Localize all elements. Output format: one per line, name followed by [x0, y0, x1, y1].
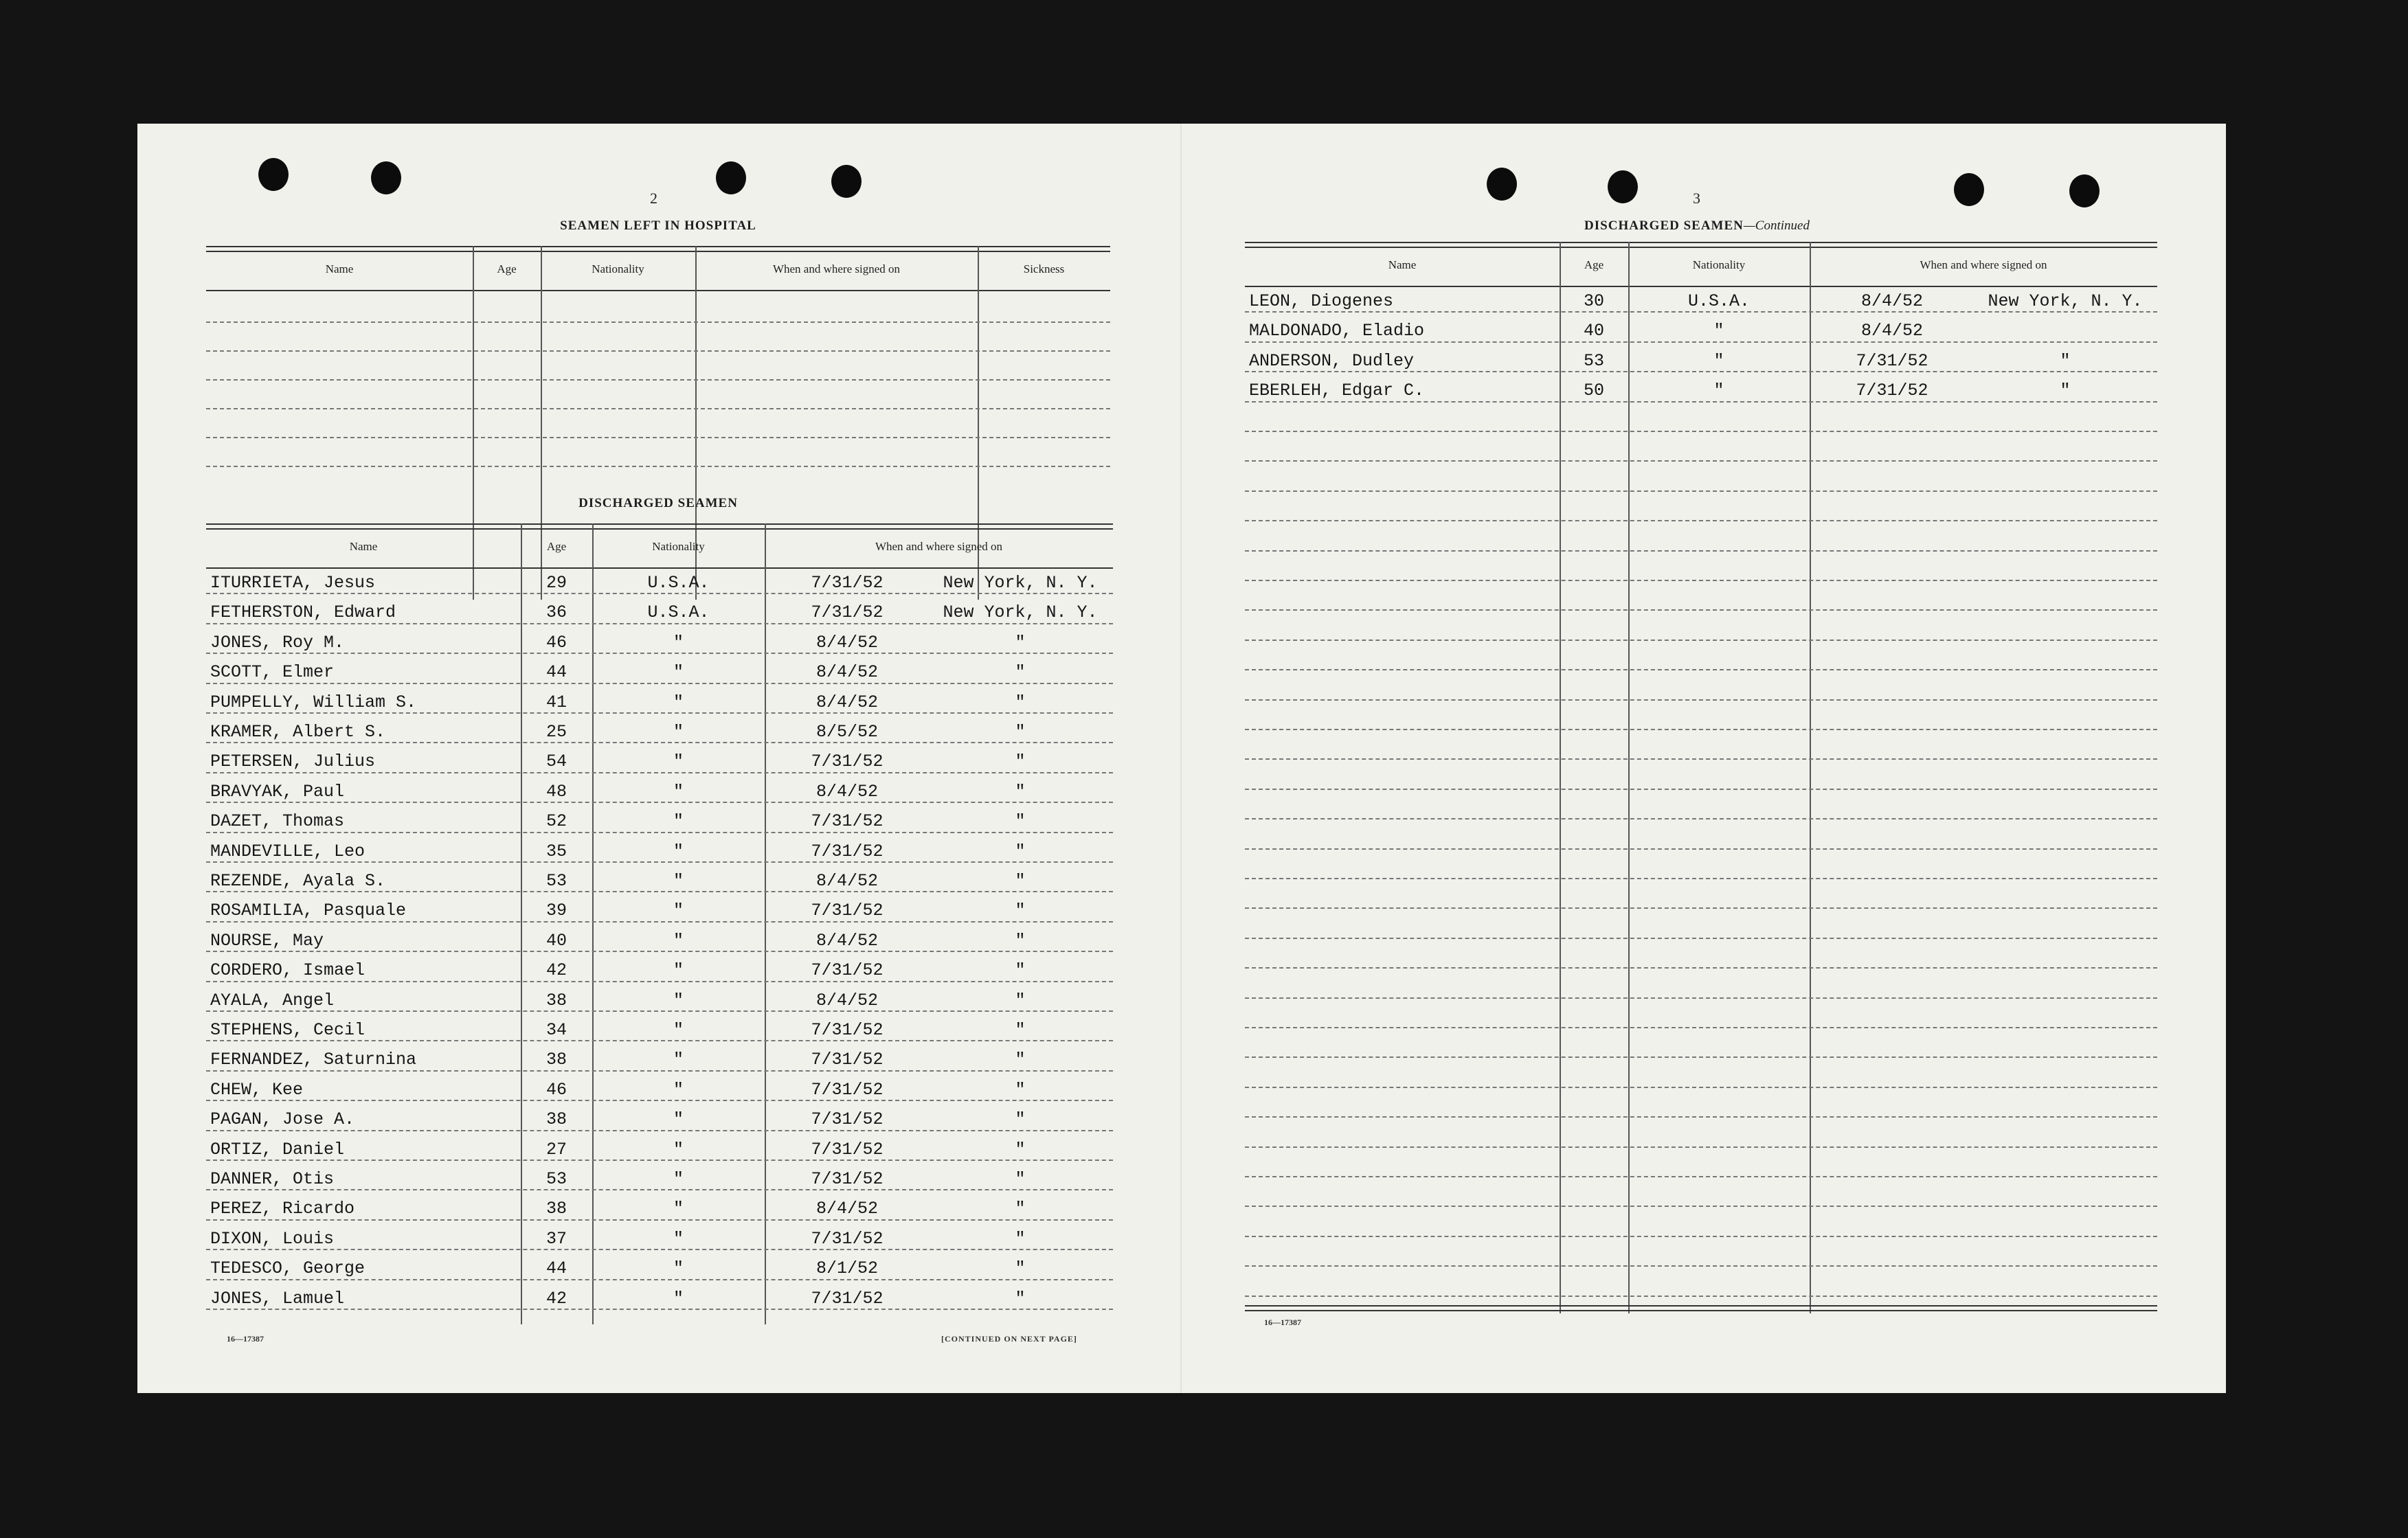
seaman-nationality: "	[1713, 350, 1724, 371]
seaman-age: 52	[545, 811, 567, 832]
col-header-name: Name	[349, 540, 378, 553]
signed-on-date: 8/4/52	[815, 1199, 878, 1219]
seaman-age: 48	[545, 781, 567, 802]
col-header-name: Name	[325, 262, 354, 275]
seaman-age: 39	[545, 901, 567, 921]
row-rule	[206, 683, 1113, 684]
row-rule	[1245, 311, 2157, 313]
seaman-age: 44	[545, 1258, 567, 1279]
seaman-name: CORDERO, Ismael	[210, 960, 365, 981]
seaman-name: KRAMER, Albert S.	[210, 722, 386, 742]
row-rule	[1245, 401, 2157, 403]
row-rule	[206, 623, 1113, 624]
col-header-nationality: Nationality	[1692, 258, 1746, 271]
row-rule	[1245, 580, 2157, 581]
row-rule	[1245, 490, 2157, 492]
signed-on-date: 7/31/52	[811, 1050, 884, 1070]
col-header-signed-on: When and where signed on	[772, 262, 901, 275]
seaman-nationality: U.S.A.	[647, 602, 710, 623]
row-rule	[1245, 1056, 2157, 1058]
col-header-age: Age	[497, 262, 517, 275]
seaman-age: 29	[545, 573, 567, 593]
seaman-nationality: "	[673, 1109, 684, 1130]
signed-on-place: "	[1015, 632, 1026, 653]
seaman-nationality: "	[673, 751, 684, 772]
seaman-age: 36	[545, 602, 567, 623]
seaman-age: 27	[545, 1139, 567, 1160]
seaman-age: 46	[545, 632, 567, 653]
seaman-name: STEPHENS, Cecil	[210, 1020, 365, 1040]
signed-on-date: 7/31/52	[811, 1020, 884, 1040]
row-rule	[206, 1249, 1113, 1250]
row-rule	[1245, 431, 2157, 432]
signed-on-place: New York, N. Y.	[1988, 291, 2143, 311]
seaman-nationality: "	[673, 781, 684, 802]
seaman-name: PAGAN, Jose A.	[210, 1109, 355, 1130]
seaman-nationality: "	[673, 722, 684, 742]
seaman-nationality: "	[673, 1199, 684, 1219]
signed-on-date: 7/31/52	[1856, 381, 1928, 401]
col-header-nationality: Nationality	[652, 540, 705, 553]
col-header-nationality: Nationality	[592, 262, 644, 275]
hospital-section-title: SEAMEN LEFT IN HOSPITAL	[560, 218, 756, 233]
seaman-age: 42	[545, 1288, 567, 1309]
signed-on-date: 8/4/52	[1860, 291, 1923, 311]
seaman-name: ROSAMILIA, Pasquale	[210, 901, 407, 921]
signed-on-place: "	[1015, 1258, 1026, 1279]
signed-on-date: 7/31/52	[811, 751, 884, 772]
row-rule	[206, 1160, 1113, 1161]
signed-on-place: "	[1015, 1139, 1026, 1160]
seaman-age: 42	[545, 960, 567, 981]
row-rule	[1245, 878, 2157, 879]
signed-on-place: "	[1015, 1079, 1026, 1100]
signed-on-date: 8/4/52	[815, 632, 878, 653]
signed-on-date: 7/31/52	[811, 573, 884, 593]
col-header-name: Name	[1388, 258, 1417, 271]
punch-hole	[2069, 174, 2100, 207]
row-rule	[206, 1279, 1113, 1280]
row-rule	[1245, 729, 2157, 730]
seaman-name: DANNER, Otis	[210, 1169, 335, 1189]
signed-on-date: 8/4/52	[1860, 321, 1923, 341]
seaman-name: TEDESCO, George	[210, 1258, 365, 1279]
seaman-nationality: "	[673, 1079, 684, 1100]
seaman-age: 38	[545, 1109, 567, 1130]
seaman-age: 40	[1583, 321, 1604, 341]
col-header-age: Age	[546, 540, 567, 553]
row-rule	[206, 951, 1113, 952]
seaman-age: 25	[545, 722, 567, 742]
col-header-signed-on: When and where signed on	[875, 540, 1003, 553]
seaman-nationality: "	[673, 841, 684, 861]
seaman-nationality: "	[1713, 381, 1724, 401]
ledger-sheet	[137, 124, 2226, 1393]
discharged-table-left	[206, 523, 1113, 1324]
seaman-nationality: "	[673, 662, 684, 683]
row-rule	[1245, 341, 2157, 343]
signed-on-place: New York, N. Y.	[943, 573, 1098, 593]
page-number-left: 2	[650, 190, 657, 207]
signed-on-date: 7/31/52	[811, 901, 884, 921]
signed-on-date: 8/1/52	[815, 1258, 878, 1279]
signed-on-place: "	[1015, 1109, 1026, 1130]
signed-on-place: New York, N. Y.	[943, 602, 1098, 623]
signed-on-date: 8/4/52	[815, 930, 878, 951]
signed-on-date: 8/4/52	[815, 692, 878, 712]
row-rule	[1245, 609, 2157, 611]
row-rule	[1245, 848, 2157, 850]
col-header-age: Age	[1584, 258, 1604, 271]
punch-hole	[716, 161, 746, 194]
row-rule	[206, 802, 1113, 803]
seaman-name: DAZET, Thomas	[210, 811, 345, 832]
signed-on-date: 7/31/52	[811, 811, 884, 832]
row-rule	[1245, 640, 2157, 641]
seaman-age: 53	[545, 1169, 567, 1189]
seaman-age: 37	[545, 1228, 567, 1249]
row-rule	[1245, 371, 2157, 372]
seaman-name: FERNANDEZ, Saturnina	[210, 1050, 417, 1070]
seaman-nationality: U.S.A.	[1687, 291, 1750, 311]
signed-on-place: "	[1015, 1288, 1026, 1309]
row-rule	[1245, 460, 2157, 462]
signed-on-place: "	[1015, 662, 1026, 683]
seaman-nationality: U.S.A.	[647, 573, 710, 593]
punch-hole	[1608, 170, 1638, 203]
row-rule	[206, 891, 1113, 892]
row-rule	[206, 861, 1113, 863]
seaman-nationality: "	[673, 1139, 684, 1160]
signed-on-date: 7/31/52	[811, 841, 884, 861]
signed-on-place: "	[1015, 1050, 1026, 1070]
signed-on-date: 7/31/52	[1856, 350, 1928, 371]
punch-hole	[258, 158, 289, 191]
signed-on-place: "	[1015, 871, 1026, 891]
row-rule	[206, 772, 1113, 773]
row-rule	[1245, 1176, 2157, 1177]
seaman-nationality: "	[673, 871, 684, 891]
section-title-suffix: —Continued	[1743, 218, 1810, 233]
seaman-name: CHEW, Kee	[210, 1079, 304, 1100]
row-rule	[1245, 550, 2157, 552]
col-header-sickness: Sickness	[1023, 262, 1065, 275]
signed-on-place: "	[1015, 692, 1026, 712]
signed-on-place: "	[1015, 811, 1026, 832]
seaman-age: 38	[545, 1199, 567, 1219]
row-rule	[206, 712, 1113, 714]
seaman-name: PEREZ, Ricardo	[210, 1199, 355, 1219]
row-rule	[1245, 997, 2157, 999]
seaman-name: AYALA, Angel	[210, 990, 335, 1010]
signed-on-date: 7/31/52	[811, 1169, 884, 1189]
seaman-nationality: "	[673, 692, 684, 712]
signed-on-place: "	[1015, 930, 1026, 951]
signed-on-date: 7/31/52	[811, 1079, 884, 1100]
seaman-nationality: "	[673, 811, 684, 832]
seaman-name: NOURSE, May	[210, 930, 324, 951]
row-rule	[206, 1189, 1113, 1190]
row-rule	[1245, 967, 2157, 969]
seaman-name: FETHERSTON, Edward	[210, 602, 396, 623]
row-rule	[206, 1309, 1113, 1310]
seaman-age: 53	[545, 871, 567, 891]
punch-hole	[371, 161, 401, 194]
row-rule	[206, 1070, 1113, 1072]
seaman-age: 41	[545, 692, 567, 712]
discharged-table-right	[1245, 242, 2157, 1313]
center-fold	[1180, 124, 1182, 1393]
signed-on-date: 7/31/52	[811, 1228, 884, 1249]
row-rule	[206, 653, 1113, 654]
row-rule	[206, 832, 1113, 833]
seaman-name: ORTIZ, Daniel	[210, 1139, 345, 1160]
signed-on-place: "	[1015, 1169, 1026, 1189]
form-number-left: 16—17387	[227, 1334, 264, 1344]
discharged-section-title-left: DISCHARGED SEAMEN	[578, 496, 738, 510]
row-rule	[1245, 1116, 2157, 1118]
row-rule	[1245, 699, 2157, 701]
row-rule	[1245, 1296, 2157, 1297]
form-number-right: 16—17387	[1264, 1318, 1301, 1327]
seaman-name: JONES, Roy M.	[210, 632, 345, 653]
signed-on-date: 8/4/52	[815, 990, 878, 1010]
signed-on-date: 7/31/52	[811, 960, 884, 981]
seaman-name: LEON, Diogenes	[1249, 291, 1394, 311]
row-rule	[1245, 1236, 2157, 1237]
signed-on-place: "	[1015, 1199, 1026, 1219]
seaman-nationality: "	[673, 1288, 684, 1309]
signed-on-place: "	[1015, 1020, 1026, 1040]
seaman-name: EBERLEH, Edgar C.	[1249, 381, 1425, 401]
seaman-nationality: "	[1713, 321, 1724, 341]
row-rule	[206, 1040, 1113, 1041]
seaman-age: 44	[545, 662, 567, 683]
seaman-name: MALDONADO, Eladio	[1249, 321, 1425, 341]
discharged-section-title-right	[1245, 218, 2149, 234]
seaman-age: 53	[1583, 350, 1604, 371]
seaman-nationality: "	[673, 1050, 684, 1070]
col-header-signed-on: When and where signed on	[1920, 258, 2047, 271]
row-rule	[206, 1219, 1113, 1221]
seaman-age: 35	[545, 841, 567, 861]
row-rule	[1245, 520, 2157, 521]
row-rule	[206, 1010, 1113, 1012]
signed-on-place: "	[1015, 722, 1026, 742]
signed-on-date: 8/5/52	[815, 722, 878, 742]
signed-on-date: 7/31/52	[811, 1109, 884, 1130]
seaman-age: 46	[545, 1079, 567, 1100]
seaman-nationality: "	[673, 990, 684, 1010]
seaman-name: ANDERSON, Dudley	[1249, 350, 1415, 371]
seaman-nationality: "	[673, 901, 684, 921]
row-rule	[1245, 907, 2157, 909]
signed-on-date: 7/31/52	[811, 602, 884, 623]
row-rule	[1245, 1265, 2157, 1267]
seaman-name: ITURRIETA, Jesus	[210, 573, 376, 593]
seaman-nationality: "	[673, 930, 684, 951]
signed-on-place: "	[1015, 1228, 1026, 1249]
row-rule	[1245, 669, 2157, 670]
seaman-name: JONES, Lamuel	[210, 1288, 345, 1309]
row-rule	[206, 1100, 1113, 1101]
row-rule	[1245, 758, 2157, 760]
signed-on-place: "	[1015, 751, 1026, 772]
seaman-name: BRAVYAK, Paul	[210, 781, 345, 802]
punch-hole	[1954, 173, 1984, 206]
seaman-nationality: "	[673, 1020, 684, 1040]
seaman-age: 50	[1583, 381, 1604, 401]
seaman-age: 38	[545, 990, 567, 1010]
seaman-name: PETERSEN, Julius	[210, 751, 376, 772]
row-rule	[1245, 818, 2157, 819]
signed-on-place: "	[1015, 901, 1026, 921]
signed-on-date: 8/4/52	[815, 662, 878, 683]
signed-on-place: "	[1015, 841, 1026, 861]
row-rule	[206, 921, 1113, 923]
seaman-name: PUMPELLY, William S.	[210, 692, 417, 712]
section-title-text: DISCHARGED SEAMEN	[1584, 218, 1744, 233]
signed-on-place: "	[1015, 960, 1026, 981]
signed-on-date: 7/31/52	[811, 1288, 884, 1309]
row-rule	[1245, 1206, 2157, 1207]
seaman-age: 30	[1583, 291, 1604, 311]
seaman-age: 54	[545, 751, 567, 772]
continued-note: [CONTINUED ON NEXT PAGE]	[941, 1334, 1077, 1344]
signed-on-place: "	[2060, 381, 2071, 401]
signed-on-place: "	[1015, 990, 1026, 1010]
row-rule	[1245, 1146, 2157, 1148]
signed-on-date: 8/4/52	[815, 781, 878, 802]
seaman-nationality: "	[673, 1258, 684, 1279]
seaman-nationality: "	[673, 632, 684, 653]
signed-on-place: "	[1015, 781, 1026, 802]
row-rule	[206, 981, 1113, 982]
row-rule	[1245, 1087, 2157, 1088]
row-rule	[206, 593, 1113, 594]
seaman-name: MANDEVILLE, Leo	[210, 841, 365, 861]
seaman-nationality: "	[673, 1228, 684, 1249]
punch-hole	[831, 165, 862, 198]
row-rule	[206, 1130, 1113, 1131]
page-number-right: 3	[1693, 190, 1700, 207]
signed-on-date: 7/31/52	[811, 1139, 884, 1160]
seaman-name: REZENDE, Ayala S.	[210, 871, 386, 891]
signed-on-date: 8/4/52	[815, 871, 878, 891]
row-rule	[1245, 1027, 2157, 1028]
row-rule	[1245, 938, 2157, 939]
seaman-nationality: "	[673, 960, 684, 981]
seaman-age: 34	[545, 1020, 567, 1040]
seaman-nationality: "	[673, 1169, 684, 1189]
seaman-name: SCOTT, Elmer	[210, 662, 335, 683]
signed-on-place: "	[2060, 350, 2071, 371]
row-rule	[206, 742, 1113, 743]
seaman-age: 38	[545, 1050, 567, 1070]
seaman-age: 40	[545, 930, 567, 951]
row-rule	[1245, 789, 2157, 790]
punch-hole	[1487, 168, 1517, 201]
seaman-name: DIXON, Louis	[210, 1228, 335, 1249]
